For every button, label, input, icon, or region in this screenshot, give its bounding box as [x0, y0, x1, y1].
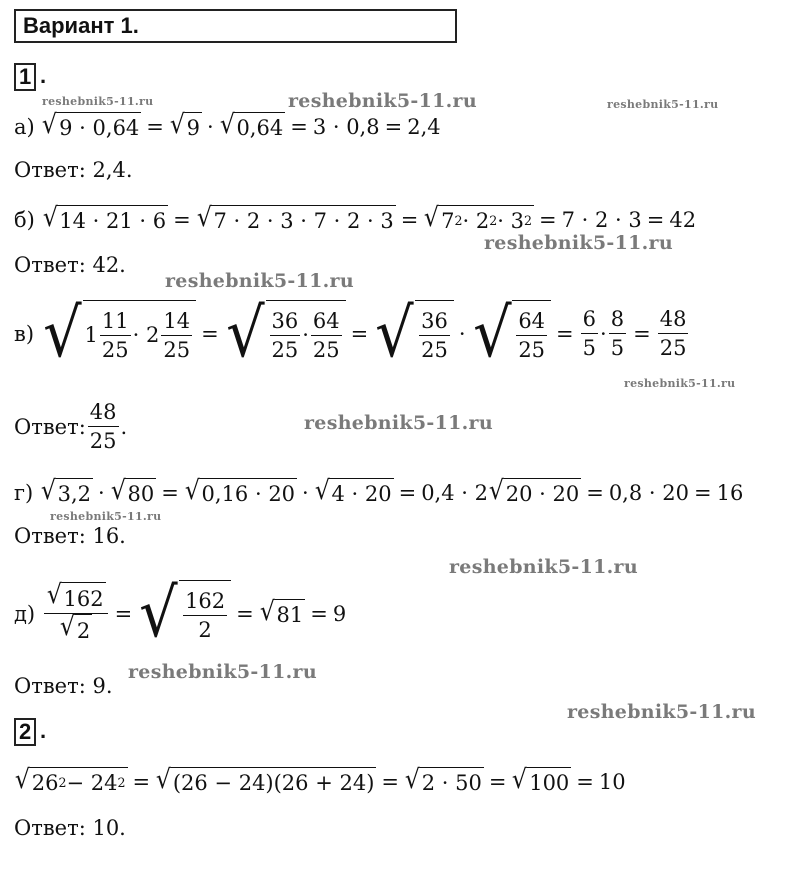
answer-a: Ответ: 2,4. [14, 158, 133, 182]
answer-v-denominator: 25 [89, 429, 117, 453]
answer-v-prefix: Ответ: [14, 414, 86, 439]
watermark: reshebnik5-11.ru [484, 232, 673, 254]
equation-task2: √ 26 2 − 24 2 = √ (26 − 24)(26 + 24) = √ 2 · 50 = √ 100 = 10 [14, 765, 626, 795]
answer-task2: Ответ: 10. [14, 816, 126, 840]
equation-v: в) √ 1 $\frac{11}{25}$ · 2 $\frac{14}{25}$ = √ $\frac{36}{25}$ · $\frac{64}{25}$ = √ $\frac{36}{25}$ · √ $\frac{64}{25}$ = $\frac{6}{5}$ · $\frac{8}{5}$ = $\frac{48}{25}$ [14, 294, 687, 372]
label-g: г) [14, 480, 34, 505]
watermark: reshebnik5-11.ru [42, 95, 154, 108]
label-d: д) [14, 601, 36, 626]
task-number-dot-2: . [40, 718, 47, 743]
watermark: reshebnik5-11.ru [607, 98, 719, 111]
answer-v-numerator: 48 [88, 398, 119, 427]
label-b: б) [14, 207, 35, 232]
watermark: reshebnik5-11.ru [449, 556, 638, 578]
watermark: reshebnik5-11.ru [128, 661, 317, 683]
watermark: reshebnik5-11.ru [288, 90, 477, 112]
watermark: reshebnik5-11.ru [567, 701, 756, 723]
label-a: а) [14, 114, 35, 139]
variant-title: Вариант 1. [23, 13, 139, 38]
label-v: в) [14, 321, 35, 346]
answer-g: Ответ: 16. [14, 524, 126, 548]
equation-g: г) √ 3,2 · √ 80 = √ 0,16 · 20 · √ 4 · 20 = 0,4 · 2 √ 20 · 20 = 0,8 · 20 = 16 [14, 476, 744, 506]
equation-a: а) √ 9 · 0,64 = √ 9 · √ 0,64 = 3 · 0,8 = 2,4 [14, 110, 441, 140]
variant-header-box [14, 9, 457, 43]
task-number-1: 1 [14, 63, 36, 91]
task-number-dot: . [40, 63, 47, 88]
watermark: reshebnik5-11.ru [624, 377, 736, 390]
answer-b: Ответ: 42. [14, 253, 126, 277]
watermark: reshebnik5-11.ru [50, 510, 162, 523]
answer-v: Ответ: $\frac{48}{25}$ . [14, 400, 128, 453]
task-number-2: 2 [14, 718, 36, 746]
equation-d: д) √ 162 √ 2 = √ $\frac{162}{2}$ = √ 81 = 9 [14, 574, 347, 652]
answer-d: Ответ: 9. [14, 674, 113, 698]
watermark: reshebnik5-11.ru [165, 270, 354, 292]
equation-b: б) √ 14 · 21 · 6 = √ 7 · 2 · 3 · 7 · 2 · 3 = √ 7 2 · 2 2 · 3 2 = 7 · 2 · 3 = 42 [14, 203, 697, 233]
watermark: reshebnik5-11.ru [304, 412, 493, 434]
